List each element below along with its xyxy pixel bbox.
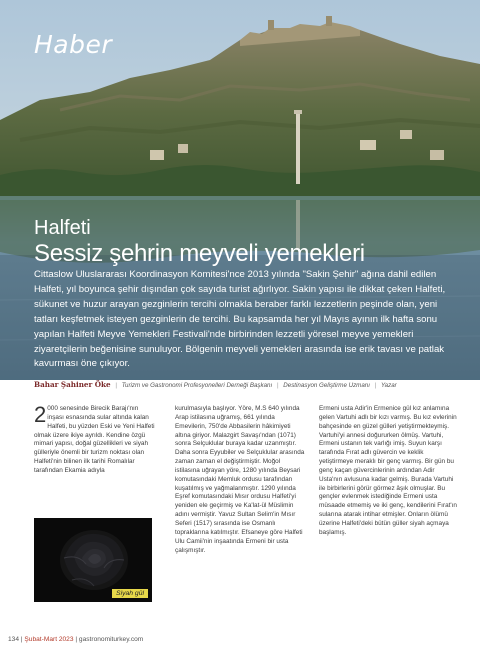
headline-title: Sessiz şehrin meyveli yemekleri	[34, 240, 365, 267]
image-caption: Siyah gül	[112, 589, 148, 598]
body-column-1	[34, 402, 156, 476]
footer-separator: |	[75, 636, 79, 643]
issue-date: Şubat-Mart 2023	[24, 636, 74, 643]
body-text: kurulmasıyla başlıyor. Yöre, M.S 640 yılında Arap istilasına uğramış, 661 yılında Emevilerin, 750'de Abbasilerin hâkimiyeti altına giriyor. Malazgirt Savaşı'ndan (1071) sonra Selçuklular buraya kadar uzanmıştır. Daha sonra Eyyubiler ve Selçuklular arasında zaman zaman el değiştirmiştir. Moğol istilasına uğrayan yöre, 1280 yılında Beysari komutasındaki Memluk ordusu tarafından kuşatılmış ve yağmalanmıştır. 1290 yılında Eşref komutasındaki Mısır ordusu Halfeti'yi yeniden ele geçirmiş ve Ka'lat-ül Müslimin adını vermiştir. Yavuz Sultan Selim'in Mısır Seferi (1517) sırasında ise Osmanlı topraklarına katılmıştır. Efsaneye göre Halfeti Ulu Camii'nin inşaatında Ermeni bir usta çalışmıştır.	[175, 405, 305, 554]
byline-separator: |	[115, 382, 117, 389]
page-footer	[8, 636, 143, 643]
body-column-3	[319, 405, 457, 538]
byline-separator: |	[374, 382, 377, 389]
headline	[34, 217, 464, 268]
author-role: Turizm ve Gastronomi Profesyonelleri Derneği Başkanı	[121, 382, 273, 389]
body-text: 000 senesinde Birecik Barajı'nın inşası esnasında sular altında kalan Halfeti, bu yüzden Eski ve Yeni Halfeti olmak üzere ikiye ayrıldı. Kendine özgü mimari yapısı, doğal güzellikleri ve siyah gülleriyle önemli bir turizm noktası olan Halfeti'nin bilinen ilk tarihi Romalılar tarafından Ekamia adıyla	[34, 405, 155, 474]
body-text: Ermeni usta Adir'in Ermenice gül kız anlamına gelen Vartuhi adlı bir kızı varmış. Bu kız evlerinin bahçesinde en güzel gülleri yetiştirmekteymiş. Vartuhi'yi annesi doğururken ölmüş. Vartuhi, Ermeni ustanın tek varlığı imiş. Suyun karşı tarafında Fırat adlı güvercin ve keklik yetiştirmeye meraklı bir genç varmış. Bir gün bu genç kaçan güvercinlerinin ardından Adir Usta'nın avlusuna kadar gelmiş. Burada Vartuhi ile birbirlerini görür görmez âşık olmuşlar. Bu gençler evlenmek istediğinde Ermeni usta müsaade etmemiş ve iki genç, kendilerini Fırat'ın sularına atarak intihar etmişler. Onların ölümü üzerine Halfeti'deki bütün güller siyah açmaya başlamış.	[319, 405, 457, 536]
website-link[interactable]: gastronomiturkey.com	[78, 636, 144, 643]
author-role: Yazar	[381, 382, 397, 389]
byline	[34, 380, 454, 391]
footer-separator: |	[20, 636, 25, 643]
author-name: Bahar Şahiner Öke	[34, 380, 111, 389]
author-role: Destinasyon Geliştirme Uzmanı	[283, 382, 370, 389]
lead-paragraph: Cittaslow Uluslararası Koordinasyon Komitesi'nce 2013 yılında "Sakin Şehir" ağına dahil edilen Halfeti, yıl boyunca şehir dışından çok sayıda turist ağırlıyor. Sakin yapısı ile dikkat çeken Halfeti, sükunet ve huzur arayan gezginlerin tercihi olmakla beraber farklı lezzetlerin peşinde olan, yeni tatları keşfetmek isteyen gezginlerin de tercihi. Bu kapsamda her yıl Mayıs ayının ilk hafta sonu yapılan Halfeti Meyve Yemekleri Festivali'nde birbirinden lezzetli yöresel meyve yemekleri ziyaretçilerin beğenisine sunuluyor. Bölgenin meyveli yemekleri arasında ise erik tavası ve patlak kavurması öne çıkıyor.	[34, 269, 446, 370]
black-rose-photo	[34, 518, 152, 602]
headline-place: Halfeti	[34, 217, 91, 239]
section-tag: Haber	[34, 30, 113, 59]
body-column-2	[175, 405, 305, 555]
drop-cap: 2	[34, 402, 47, 427]
body-paragraph	[34, 402, 156, 476]
byline-separator: |	[276, 382, 279, 389]
page-number: 134	[8, 636, 20, 643]
